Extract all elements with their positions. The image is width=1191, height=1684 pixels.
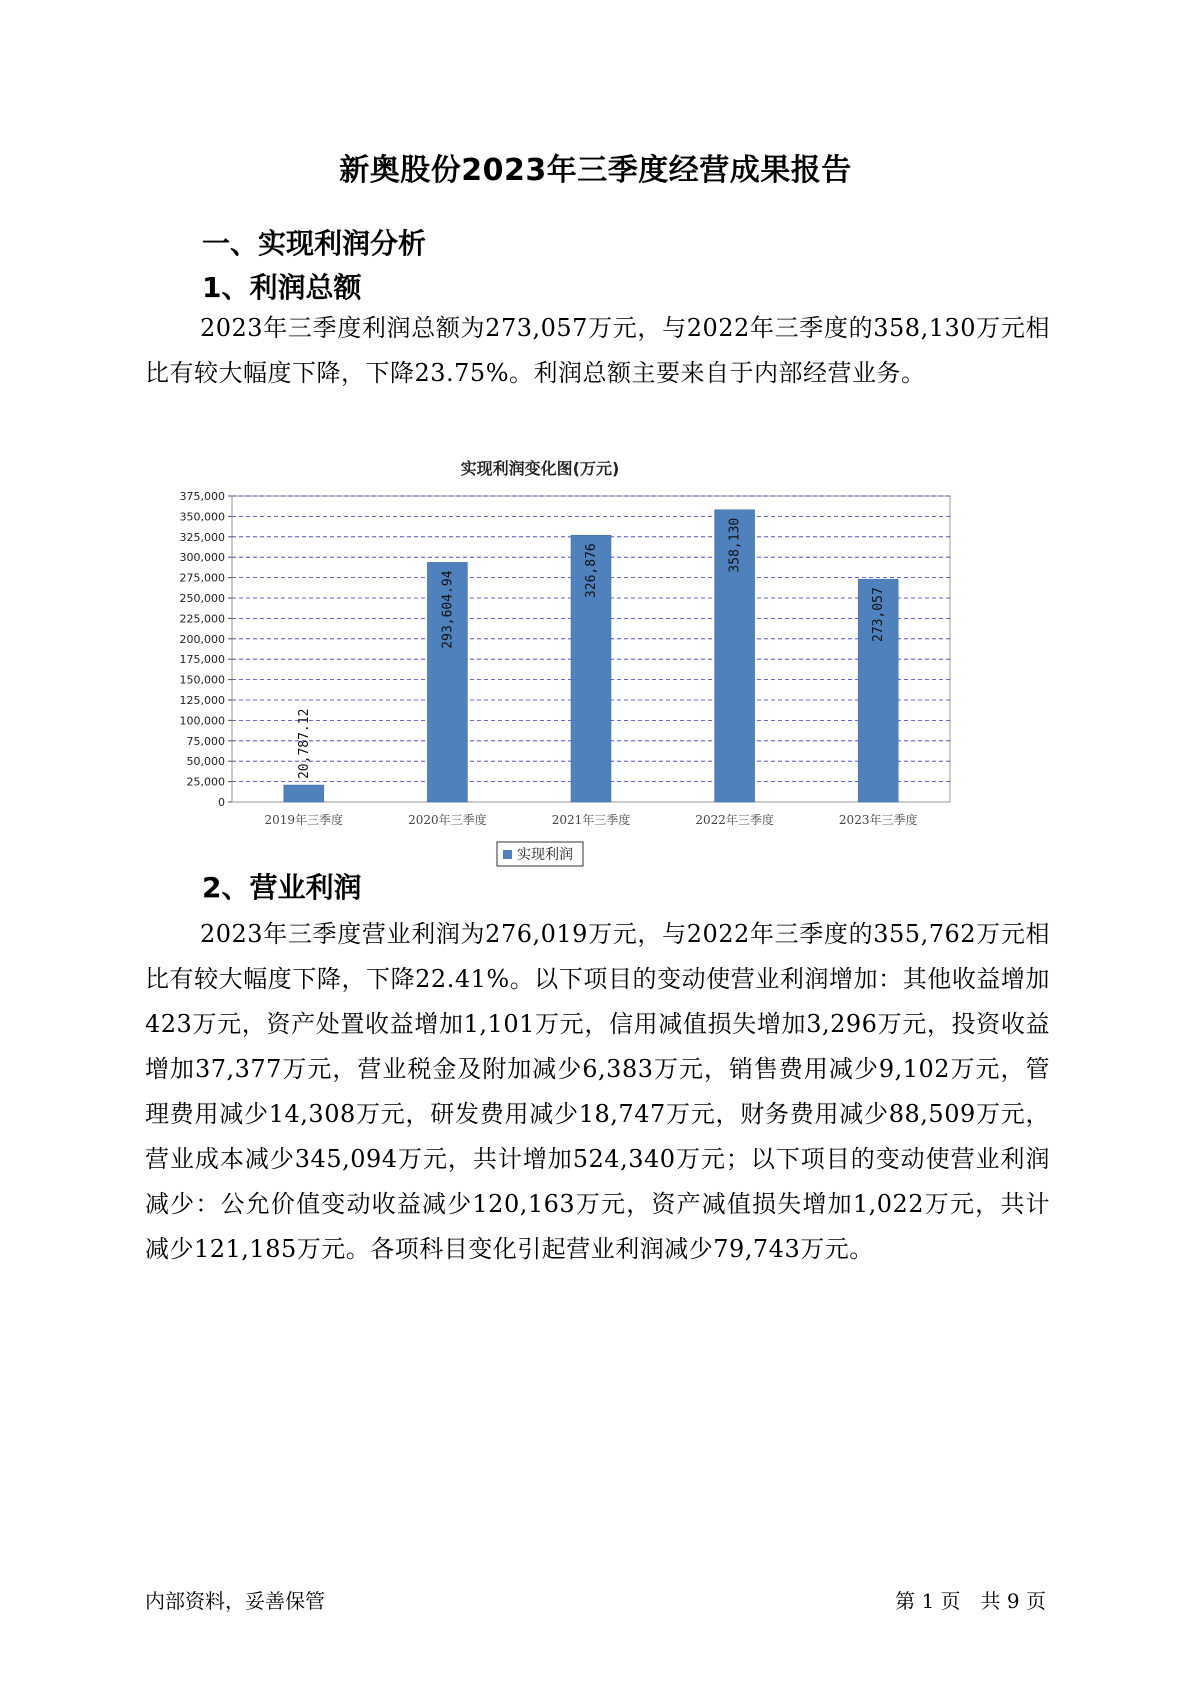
bar [284, 785, 324, 802]
x-tick-label: 2023年三季度 [838, 813, 918, 827]
legend-label: 实现利润 [517, 847, 573, 863]
data-label: 326,876 [584, 543, 599, 599]
data-label: 358,130 [727, 517, 743, 573]
footer-page-number: 第 1 页 共 9 页 [895, 1589, 1046, 1613]
legend-swatch [503, 850, 512, 859]
y-tick-label: 250,000 [179, 592, 225, 605]
y-tick-label: 375,000 [179, 490, 225, 503]
y-tick-label: 275,000 [179, 571, 225, 585]
data-label: 20,787.12 [296, 708, 312, 780]
x-tick-label: 2021年三季度 [551, 813, 631, 827]
data-label: 293,604.94 [440, 570, 456, 649]
y-tick-label: 125,000 [179, 694, 225, 707]
y-tick-label: 225,000 [179, 612, 225, 626]
subsection-heading-profit-total: 1、利润总额 [202, 271, 362, 304]
data-label: 273,057 [871, 587, 887, 642]
y-tick-label: 50,000 [186, 755, 225, 769]
paragraph-operating-profit: 2023年三季度营业利润为276,019万元，与2022年三季度的355,762万元相比有较大幅度下降，下降22.41%。以下项目的变动使营业利润增加：其他收益增加423万元，资产处置收益增加1,101万元，信用减值损失增加3,296万元，投资收益增加37,377万元，营业税金及附加减少6,383万元，销售费用减少9,102万元，管理费用减少14,308万元，研发费用减少18,747万元，财务费用减少88,509万元，营业成本减少345,094万元，共计增加524,340万元；以下项目的变动使营业利润减少：公允价值变动收益减少120,163万元，资产减值损失增加1,022万元，共计减少121,185万元。各项科目变化引起营业利润减少79,743万元。 [145, 920, 1050, 1263]
report-title: 新奥股份2023年三季度经营成果报告 [339, 153, 852, 188]
chart-title: 实现利润变化图(万元) [460, 459, 620, 478]
y-tick-label: 150,000 [179, 673, 225, 687]
y-tick-label: 175,000 [179, 653, 225, 667]
section-heading: 一、实现利润分析 [202, 227, 427, 260]
y-tick-label: 350,000 [179, 510, 225, 524]
subsection-heading-operating-profit: 2、营业利润 [202, 871, 362, 904]
x-tick-label: 2022年三季度 [695, 813, 774, 827]
profit-chart [160, 448, 1020, 898]
profit-bar-chart [160, 448, 1020, 898]
y-tick-label: 75,000 [186, 734, 225, 748]
y-tick-label: 200,000 [179, 632, 225, 646]
paragraph-profit-total: 2023年三季度利润总额为273,057万元，与2022年三季度的358,130万元相比有较大幅度下降，下降23.75%。利润总额主要来自于内部经营业务。 [145, 314, 1050, 387]
y-tick-label: 100,000 [179, 714, 225, 728]
footer-confidential: 内部资料，妥善保管 [145, 1589, 325, 1613]
x-tick-label: 2019年三季度 [264, 813, 344, 827]
y-tick-label: 25,000 [186, 775, 225, 789]
y-tick-label: 300,000 [179, 551, 225, 565]
y-tick-label: 0 [218, 796, 225, 809]
y-tick-label: 325,000 [179, 530, 225, 544]
x-tick-label: 2020年三季度 [408, 813, 487, 827]
